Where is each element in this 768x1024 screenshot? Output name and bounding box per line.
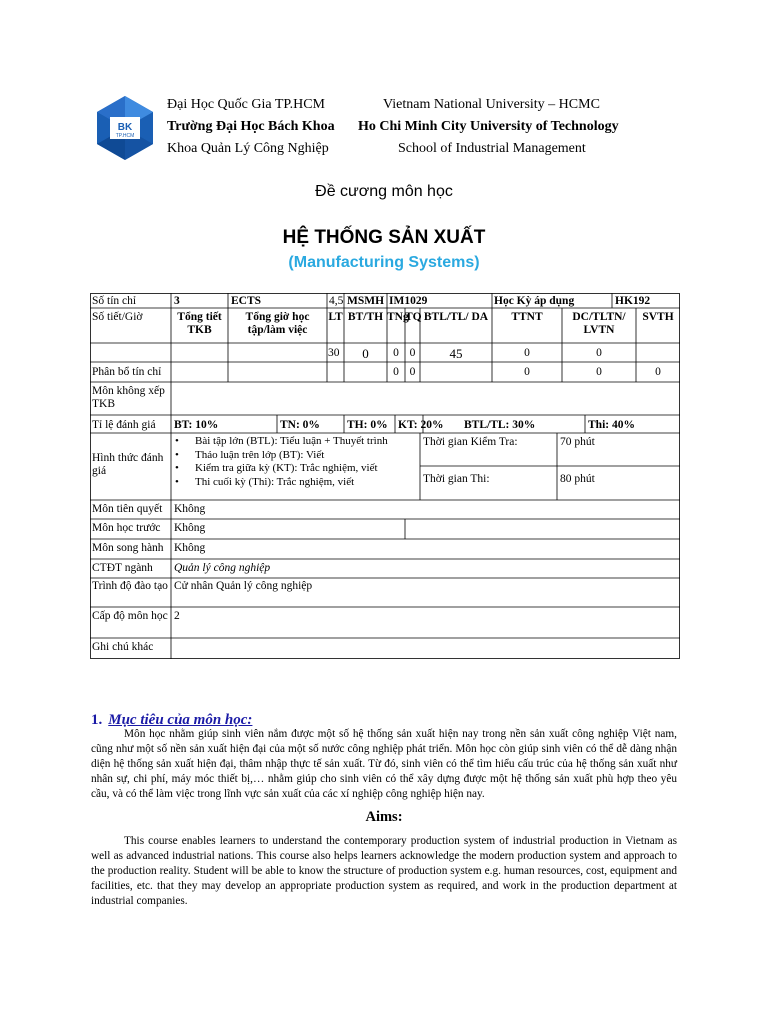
value-exam-duration: 80 phút [560, 473, 595, 485]
label-test-duration: Thời gian Kiểm Tra: [423, 436, 518, 448]
value-credits: 3 [174, 295, 180, 307]
label-other-notes: Ghi chú khác [92, 641, 154, 653]
header-vietnamese [167, 94, 335, 160]
doc-subtitle: Đề cương môn học [315, 183, 453, 200]
ratio-th: TH: 0% [347, 419, 388, 431]
ratio-tn: TN: 0% [280, 419, 320, 431]
ratio-bt: BT: 10% [174, 419, 219, 431]
logo-text-bottom: TP.HCM [115, 133, 135, 139]
assessment-item: • Thi cuối kỳ (Thi): Trắc nghiệm, viết [171, 476, 420, 490]
header-dc: DC/TLTN/ LVTN [572, 311, 626, 336]
section-title: Mục tiêu của môn học: [108, 712, 253, 728]
header-en-line-1: Vietnam National University – HCMC [383, 97, 600, 112]
assessment-list [171, 435, 420, 489]
header-vi-line-2: Trường Đại Học Bách Khoa [167, 119, 335, 134]
alloc-dc: 0 [596, 366, 602, 378]
label-assessment-ratio: Tỉ lệ đánh giá [92, 419, 156, 431]
value-tq: 0 [409, 347, 416, 359]
label-corequisite: Môn song hành [92, 542, 164, 554]
value-ects: 4,5 [329, 295, 344, 307]
value-corequisite: Không [174, 542, 206, 554]
header-bt-th: BT/TH [347, 311, 384, 323]
doc-title: HỆ THỐNG SẢN XUẤT [282, 227, 486, 248]
header-en-line-3: School of Industrial Management [398, 141, 586, 156]
label-prior-course: Môn học trước [92, 522, 161, 534]
ratio-thi: Thi: 40% [588, 419, 635, 431]
logo-text-top: BK [117, 122, 133, 133]
university-logo [95, 95, 155, 161]
label-no-timetable: Môn không xếp TKB [92, 385, 165, 410]
value-training-level: Cử nhân Quản lý công nghiệp [174, 580, 313, 592]
header-vi-line-3: Khoa Quản Lý Công Nghiệp [167, 141, 329, 156]
header-en-line-2: Ho Chi Minh City University of Technology [358, 119, 619, 134]
value-program: Quản lý công nghiệp [174, 562, 271, 574]
label-program: CTĐT ngành [92, 562, 153, 574]
ratio-btl: BTL/TL: 30% [464, 419, 536, 431]
header-svth: SVTH [642, 311, 674, 323]
value-term: HK192 [615, 295, 651, 307]
label-hours: Số tiết/Giờ [92, 311, 143, 323]
header-tng: TNg [387, 311, 409, 323]
label-ects: ECTS [231, 295, 262, 307]
assessment-item: • Kiểm tra giữa kỳ (KT): Trắc nghiệm, viết [171, 462, 420, 476]
header-english [358, 94, 619, 160]
label-credits: Số tín chỉ [92, 295, 137, 307]
objectives-english [91, 834, 677, 909]
objectives-en-text: This course enables learners to understand the contemporary production system of industrial production in Vietnam as well as advanced industrial nations. This course also helps learners acknowledge the modern production system and approach to the production reality. Student will be able to know the structure of production system e.g. human resources, cost, equipment and facilities, etc. that they may develop an appropriate production system as required, and work in the production department at industrial companies. [91, 835, 677, 907]
label-prerequisite: Môn tiên quyết [92, 503, 163, 515]
value-course-code: IM1029 [389, 295, 428, 307]
value-prior-course: Không [174, 522, 206, 534]
section-number: 1. [91, 712, 103, 728]
label-exam-duration: Thời gian Thi: [423, 473, 490, 485]
header-vi-line-1: Đại Học Quốc Gia TP.HCM [167, 97, 326, 112]
value-prerequisite: Không [174, 503, 206, 515]
header-study-hours: Tổng giờ học tập/làm việc [245, 311, 310, 336]
header-tkb: Tổng tiết TKB [177, 311, 222, 336]
value-dc: 0 [596, 347, 602, 359]
doc-title-english: (Manufacturing Systems) [288, 254, 480, 271]
alloc-tq: 0 [409, 366, 416, 378]
ratio-kt: KT: 20% [398, 419, 444, 431]
objectives-vietnamese [91, 727, 677, 802]
value-other-notes [172, 640, 672, 642]
assessment-item: • Thảo luận trên lớp (BT): Viết [171, 449, 420, 463]
label-assessment-form: Hình thức đánh giá [92, 452, 164, 477]
alloc-tng: 0 [393, 366, 399, 378]
value-test-duration: 70 phút [560, 436, 595, 448]
value-btl: 45 [449, 346, 463, 361]
header-lt: LT [328, 311, 343, 323]
value-lt: 30 [328, 347, 340, 359]
aims-heading: Aims: [365, 809, 403, 825]
course-info-table [90, 293, 680, 659]
label-term: Học Kỳ áp dụng [494, 295, 575, 307]
assessment-item: • Bài tập lớn (BTL): Tiểu luận + Thuyết trình [171, 435, 420, 449]
alloc-ttnt: 0 [524, 366, 530, 378]
alloc-svth: 0 [655, 366, 661, 378]
value-course-level: 2 [174, 610, 180, 622]
header-tq: TQ [405, 311, 422, 323]
label-course-level: Cấp độ môn học [92, 610, 168, 622]
header-ttnt: TTNT [511, 311, 543, 323]
objectives-vi-text: Môn học nhằm giúp sinh viên nắm được một số hệ thống sản xuất hiện nay trong nền sản xuất công nghiệp Việt nam, cũng như một số nền sản xuất hiện đại của một số nước công nghiệp phát triển. Môn học còn giúp sinh viên có thể dễ dàng nhận diện hệ thống sản xuất hiện đại, thâm nhập thực tế sản xuất. Từ đó, sinh viên có thể tìm hiểu cấu trúc của hệ thống sản xuất như nhân sự, chi phí, máy móc thiết bị,… nhằm giúp cho sinh viên có thể xây dựng được một hệ thống sản xuất phù hợp theo yêu cầu, và có thể làm việc trong lĩnh vực sản xuất của các xí nghiệp công nghiệp hiện nay. [91, 728, 677, 800]
value-bt: 0 [362, 346, 369, 361]
label-course-code: MSMH [347, 295, 385, 307]
value-ttnt: 0 [524, 347, 530, 359]
value-tng: 0 [393, 347, 399, 359]
label-training-level: Trình độ đào tạo [92, 580, 168, 592]
header-btl: BTL/TL/ DA [423, 311, 489, 323]
label-credit-allocation: Phân bổ tín chỉ [92, 366, 162, 378]
